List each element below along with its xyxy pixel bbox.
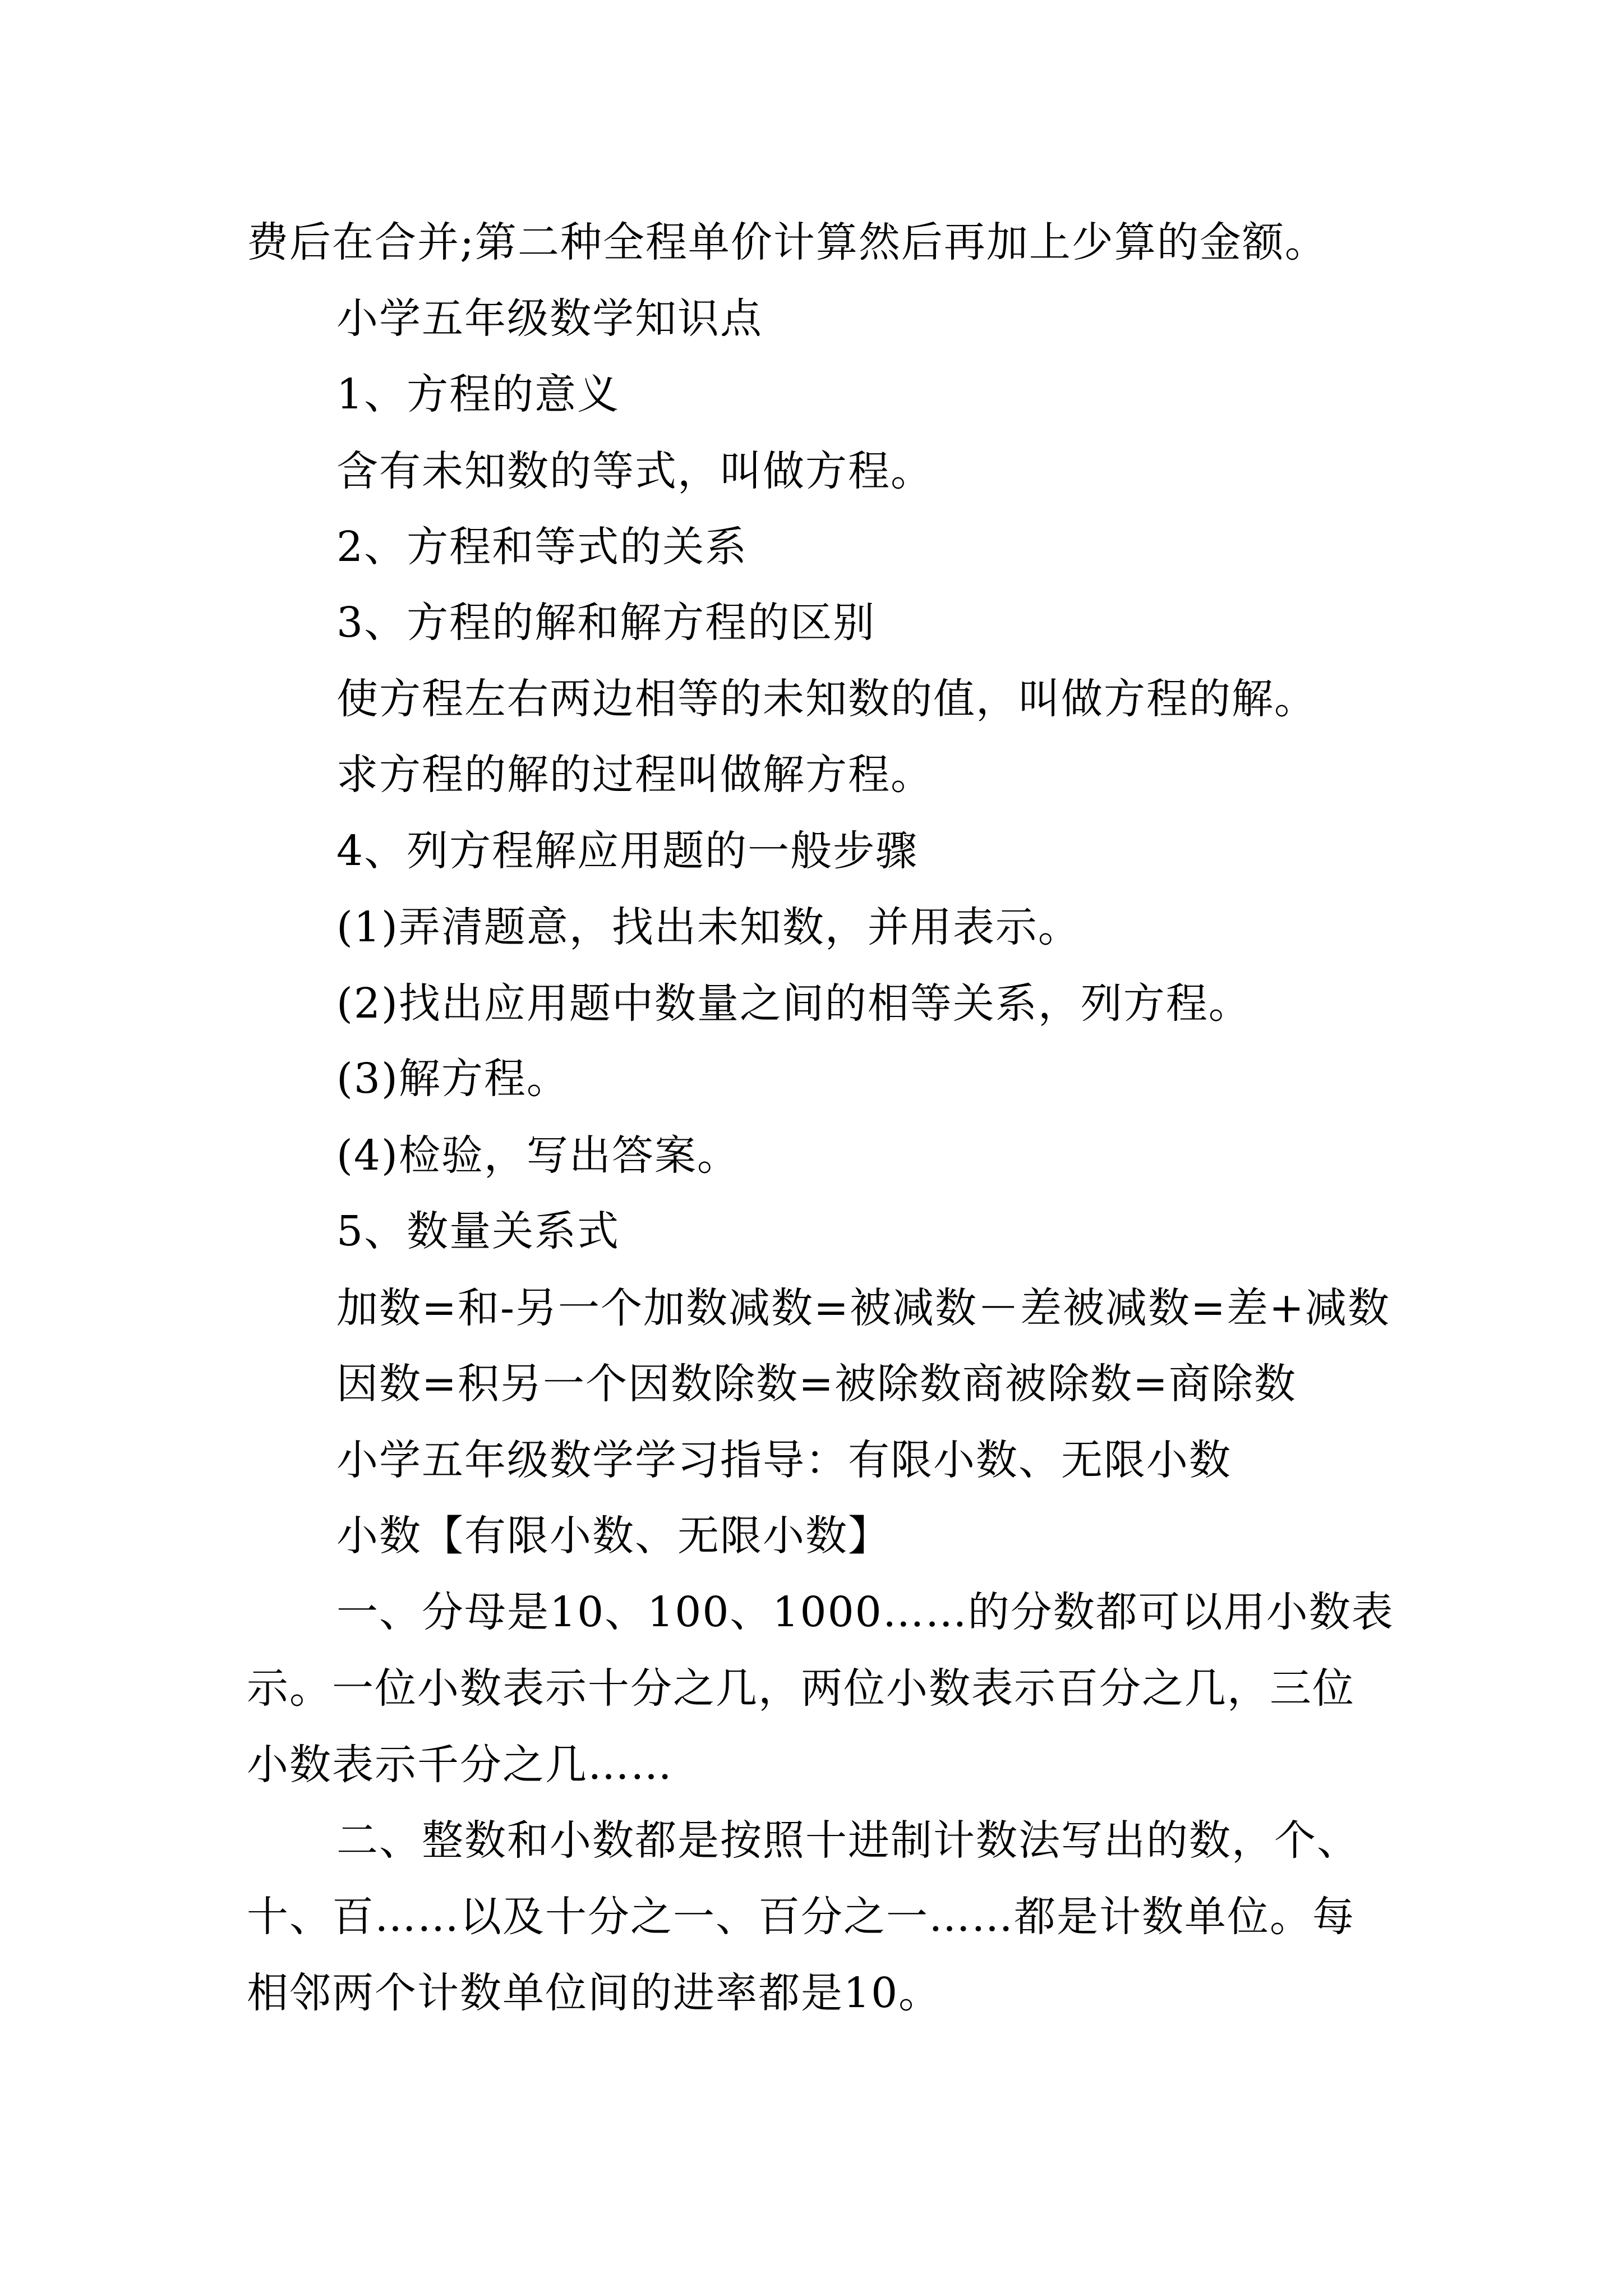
formula-line: 加数=和-另一个加数减数=被减数－差被减数=差+减数	[336, 1284, 1391, 1332]
text-line: 一、分母是10、100、1000……的分数都可以用小数表	[336, 1588, 1394, 1636]
numbered-heading: 1、方程的意义	[336, 370, 620, 418]
text-line: 十、百……以及十分之一、百分之一……都是计数单位。每	[247, 1893, 1355, 1941]
section-heading: 小数【有限小数、无限小数】	[336, 1512, 891, 1560]
section-heading: 小学五年级数学学习指导：有限小数、无限小数	[336, 1436, 1232, 1484]
numbered-heading: 5、数量关系式	[336, 1207, 620, 1255]
formula-line: 因数=积另一个因数除数=被除数商被除数=商除数	[336, 1360, 1297, 1408]
list-item: (4)检验，写出答案。	[336, 1131, 740, 1180]
numbered-heading: 4、列方程解应用题的一般步骤	[336, 827, 919, 875]
text-line: 小数表示千分之几……	[247, 1741, 673, 1789]
text-line: 二、整数和小数都是按照十进制计数法写出的数，个、	[336, 1816, 1359, 1865]
list-item: (1)弄清题意，找出未知数，并用表示。	[336, 903, 1081, 951]
numbered-heading: 2、方程和等式的关系	[336, 523, 748, 571]
text-line: 示。一位小数表示十分之几，两位小数表示百分之几，三位	[247, 1664, 1355, 1713]
text-line: 使方程左右两边相等的未知数的值，叫做方程的解。	[336, 675, 1317, 723]
text-line: 费后在合并;第二种全程单价计算然后再加上少算的金额。	[247, 218, 1327, 266]
text-line: 含有未知数的等式，叫做方程。	[336, 447, 933, 495]
numbered-heading: 3、方程的解和解方程的区别	[336, 599, 876, 647]
section-heading: 小学五年级数学知识点	[336, 295, 763, 343]
text-line: 求方程的解的过程叫做解方程。	[336, 751, 933, 799]
text-line: 相邻两个计数单位间的进率都是10。	[247, 1969, 942, 2017]
list-item: (2)找出应用题中数量之间的相等关系，列方程。	[336, 979, 1251, 1028]
list-item: (3)解方程。	[336, 1055, 569, 1103]
